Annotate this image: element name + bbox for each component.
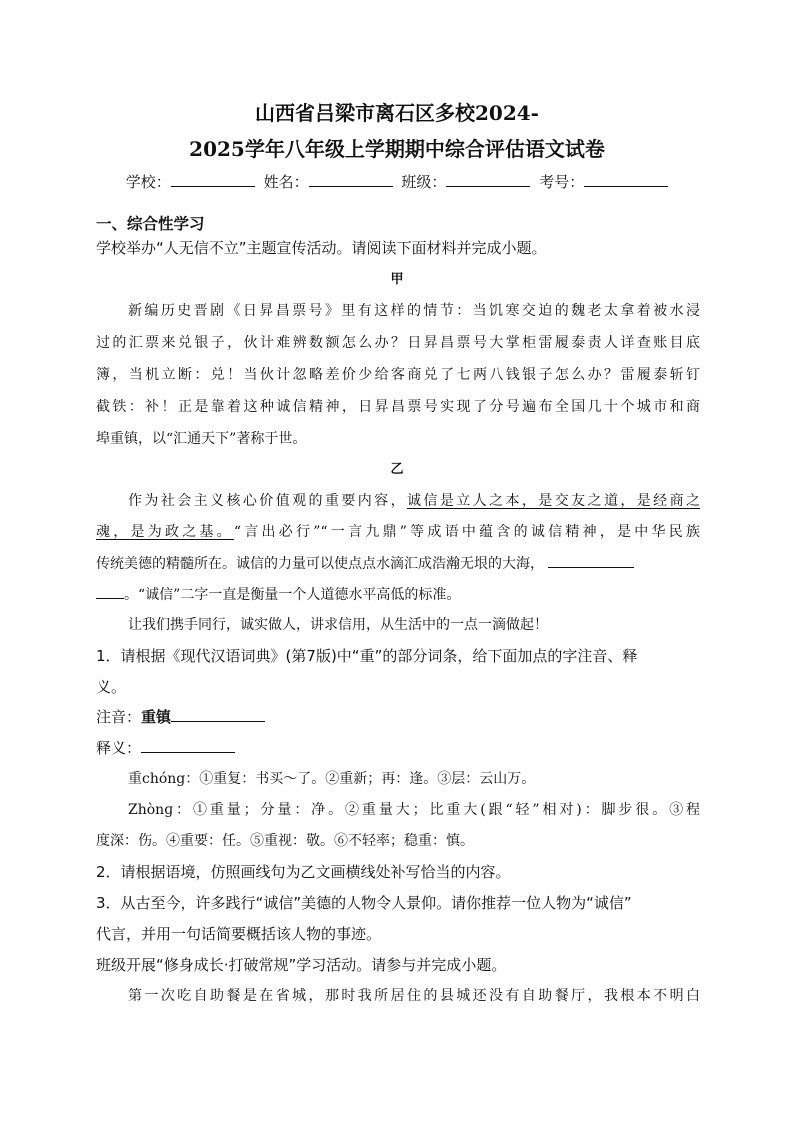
zhuyin-label: 注音：: [96, 708, 142, 726]
shiyi-row: [96, 738, 700, 758]
yi-fill-blank[interactable]: [548, 553, 634, 568]
passage-2-line: 第一次吃自助餐是在省城，那时我所居住的县城还没有自助餐厅，我根本不明白: [128, 988, 700, 1004]
question-1-line1: 1．请根据《现代汉语词典》(第7版)中“重”的部分词条，给下面加点的字注音、释: [96, 647, 638, 665]
material-yi-label: 乙: [390, 462, 404, 477]
dictionary-entry-zhong-cont: 度深：伤。④重要：任。⑤重视：敬。⑥不轻率；稳重：慎。: [96, 833, 474, 849]
question-1-line2: 义。: [96, 678, 127, 696]
exam-title-line2: 2025学年八年级上学期期中综合评估语文试卷: [189, 137, 605, 161]
yi-line-1-text: 作为社会主义核心价值观的重要内容，: [128, 493, 407, 509]
zhuyin-blank[interactable]: [171, 707, 265, 722]
question-3-line1: 3．从古至今，许多践行“诚信”美德的人物令人景仰。请你推荐一位人物为“诚信”: [96, 894, 632, 912]
shiyi-label: 释义：: [96, 739, 142, 757]
zhuyin-row: [96, 707, 700, 727]
section-intro: 学校举办“人无信不立”主题宣传活动。请阅读下面材料并完成小题。: [96, 239, 547, 257]
question-2: 2．请根据语境，仿照画线句为乙文画横线处补写恰当的内容。: [96, 863, 511, 881]
shiyi-blank[interactable]: [141, 738, 235, 753]
section-heading: 一、综合性学习: [96, 215, 205, 233]
jia-line: 簿，当机立断：兑！当伙计忽略差价少给客商兑了七两八钱银子怎么办？雷履泰斩钉: [96, 367, 700, 383]
exam-no-blank[interactable]: [584, 172, 668, 187]
yi-line-1: [128, 491, 700, 511]
yi-line-3-text: 传统美德的精髓所在。诚信的力量可以使点点水滴汇成浩瀚无垠的大海，: [96, 556, 544, 572]
dictionary-entry-zhong: Zhònɡ：①重量；分量：净。②重量大；比重大(跟“轻”相对)：脚步很。③程: [128, 802, 700, 818]
jia-line: 截铁：补！正是靠着这种诚信精神，日昇昌票号实现了分号遍布全国几十个城市和商: [96, 399, 700, 415]
yi-line-4: [96, 584, 700, 605]
question-3-line2: 代言，并用一句话简要概括该人物的事迹。: [96, 925, 382, 943]
zhuyin-word: 重镇: [141, 708, 172, 726]
school-label: 学校：: [125, 173, 171, 191]
yi-line-5: 让我们携手同行，诚实做人，讲求信用，从生活中的一点一滴做起！: [128, 617, 548, 633]
jia-line: 过的汇票来兑银子，伙计难辨数额怎么办？日昇昌票号大掌柜雷履泰责人详查账目底: [96, 335, 700, 351]
yi-underlined-sentence: 诚信是立人之本，是交友之道，是经商之: [407, 493, 700, 509]
yi-line-2: [96, 522, 700, 542]
material-jia-label: 甲: [390, 272, 404, 287]
dictionary-entry-chong: 重chóng：①重复：书买～了。②重新；再：逢。③层：云山万。: [128, 771, 536, 787]
yi-underlined-sentence-end: 魂，是为政之基。: [96, 524, 234, 540]
class-blank[interactable]: [446, 172, 530, 187]
class-label: 班级：: [401, 173, 447, 191]
activity-2-intro: 班级开展“修身成长·打破常规”学习活动。请参与并完成小题。: [96, 956, 507, 974]
yi-fill-blank-cont[interactable]: [96, 584, 124, 599]
yi-line-3: [96, 553, 700, 574]
name-label: 姓名：: [263, 173, 309, 191]
jia-line: 新编历史晋剧《日昇昌票号》里有这样的情节：当饥寒交迫的魏老太拿着被水浸: [128, 303, 700, 319]
yi-line-2-text: “言出必行”“一言九鼎”等成语中蕴含的诚信精神，是中华民族: [233, 524, 700, 540]
yi-line-4-text: 。“诚信”二字一直是衡量一个人道德水平高低的标准。: [124, 587, 461, 603]
jia-line: 埠重镇，以“汇通天下”著称于世。: [96, 431, 307, 447]
exam-no-label: 考号：: [539, 173, 585, 191]
name-blank[interactable]: [309, 172, 393, 187]
exam-title-line1: 山西省吕梁市离石区多校2024-: [255, 101, 539, 125]
student-info-row: [0, 172, 794, 192]
school-blank[interactable]: [171, 172, 255, 187]
